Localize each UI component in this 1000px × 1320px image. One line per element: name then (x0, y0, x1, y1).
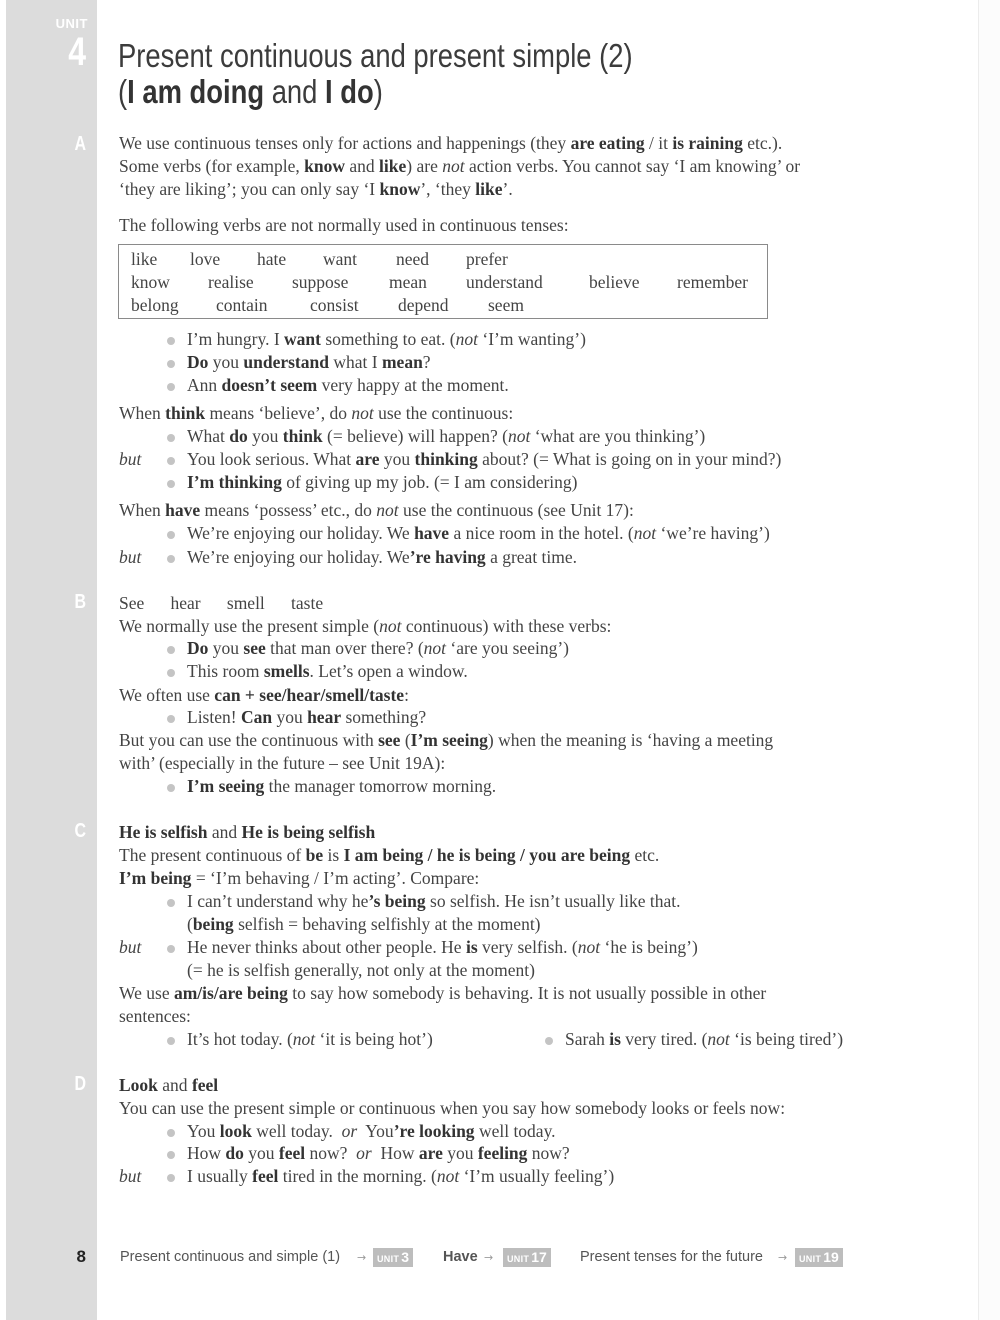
verb-word: need (396, 249, 430, 269)
text-segment: We use (119, 983, 174, 1003)
text-segment: But you can use the continuous with (119, 730, 379, 750)
italic-text: not (436, 1166, 460, 1186)
arrow-right-icon: → (484, 1251, 494, 1264)
text-segment: We normally use the present simple ( (119, 616, 380, 636)
bullet-icon (167, 1129, 175, 1137)
text-segment: and (264, 73, 326, 110)
text-segment: ) when the meaning is ‘having a meeting (487, 730, 774, 750)
example-line (187, 959, 535, 981)
badge-unit-label: UNIT (377, 1254, 400, 1264)
bold-text: I am doing (127, 73, 265, 110)
text-segment: = ‘I’m behaving / I’m acting’. Compare: (191, 868, 480, 888)
verb-word: love (190, 249, 221, 269)
bold-text: Look (119, 1075, 158, 1095)
bullet-icon (167, 434, 175, 442)
text-segment: The following verbs are not normally used in continuous tenses: (119, 215, 569, 235)
bold-text: ’re having (409, 547, 486, 567)
section-c-line (119, 867, 479, 889)
bold-text: doesn’t seem (221, 375, 318, 395)
bold-text: mean (381, 352, 423, 372)
bold-text: I’m being (119, 868, 192, 888)
bold-text: is (609, 1029, 621, 1049)
text-segment: etc.). (742, 133, 783, 153)
example-line (187, 425, 705, 447)
bullet-icon (167, 383, 175, 391)
bold-text: feel (252, 1166, 279, 1186)
text-segment: very selfish. ( (477, 937, 578, 957)
section-a-para-line (119, 155, 800, 177)
italic-text: not (379, 616, 402, 636)
text-segment: ( (400, 730, 411, 750)
example-line (187, 328, 586, 350)
bullet-icon (167, 1174, 175, 1182)
text-segment: We use continuous tenses only for actions and happenings (they (119, 133, 571, 153)
text-segment: ‘it is being hot’) (315, 1029, 433, 1049)
text-segment: The present continuous of (119, 845, 306, 865)
bold-text: I’m seeing (410, 730, 488, 750)
bold-text: know (379, 179, 421, 199)
bold-text: see (243, 638, 266, 658)
section-c-line (119, 982, 766, 1004)
bold-text: understand (243, 352, 329, 372)
italic-text: not (633, 523, 657, 543)
page-right-margin (979, 0, 1000, 1320)
text-segment: something? (341, 707, 427, 727)
text-segment: the manager tomorrow morning. (264, 776, 497, 796)
bold-text: I’m thinking (187, 472, 282, 492)
bullet-icon (167, 1151, 175, 1159)
example-line (187, 374, 509, 396)
text-segment: you (243, 1143, 279, 1163)
text-segment: about? (= What is going on in your mind?) (477, 449, 782, 469)
text-segment: and (157, 1075, 192, 1095)
text-segment: and (207, 822, 242, 842)
text-segment: etc. (630, 845, 660, 865)
text-segment: well today. (474, 1121, 556, 1141)
text-segment: : (404, 685, 409, 705)
text-segment: is (323, 845, 344, 865)
text-segment: ‘I’m usually feeling’) (459, 1166, 615, 1186)
bullet-icon (167, 784, 175, 792)
verb-word: mean (389, 272, 427, 292)
example-line (187, 1028, 433, 1050)
section-b-line (119, 729, 773, 751)
bullet-icon (167, 555, 175, 563)
badge-unit-label: UNIT (799, 1254, 822, 1264)
text-segment: you (272, 707, 308, 727)
verb-word: want (323, 249, 358, 269)
text-segment: ( (118, 73, 128, 110)
section-a-para-line (119, 132, 782, 154)
text-segment: a nice room in the hotel. ( (449, 523, 634, 543)
italic-text: not (455, 329, 479, 349)
bullet-icon (167, 646, 175, 654)
text-segment: We’re enjoying our holiday. We (187, 547, 410, 567)
bold-text: feeling (477, 1143, 528, 1163)
text-segment: How (187, 1143, 226, 1163)
text-segment: ) are (406, 156, 443, 176)
badge-unit-label: UNIT (507, 1254, 530, 1264)
text-segment: continuous) with these verbs: (401, 616, 612, 636)
text-segment: You look serious. What (187, 449, 356, 469)
text-segment: sentences: (119, 1006, 191, 1026)
italic-text: or (356, 1143, 372, 1163)
text-segment: ) (373, 73, 383, 110)
example-line (187, 936, 698, 958)
example-line (187, 522, 770, 544)
bullet-icon (167, 480, 175, 488)
unit-number: 4 (68, 30, 86, 74)
footer-link-text[interactable]: Present tenses for the future (580, 1249, 763, 1265)
example-line (187, 546, 577, 568)
italic-text: not (507, 426, 531, 446)
text-segment: very tired. ( (620, 1029, 708, 1049)
bold-text: are eating (570, 133, 645, 153)
section-d-line (119, 1097, 785, 1119)
text-segment: This room (187, 661, 264, 681)
text-segment: ‘he is being’) (600, 937, 698, 957)
text-segment: What (187, 426, 230, 446)
text-segment: means ‘believe’, do (205, 403, 352, 423)
text-segment: How (371, 1143, 419, 1163)
unit-sidebar (6, 0, 97, 1320)
bold-text: like (379, 156, 407, 176)
think-intro (119, 402, 513, 424)
bullet-icon (167, 899, 175, 907)
text-segment: with’ (especially in the future – see Unit 19A): (119, 753, 446, 773)
but-label: but (119, 547, 142, 567)
text-segment: means ‘possess’ etc., do (200, 500, 377, 520)
text-segment: . Let’s open a window. (309, 661, 468, 681)
bold-text: ’s being (368, 891, 426, 911)
text-segment: (= believe) will happen? ( (322, 426, 508, 446)
bold-text: feel (191, 1075, 219, 1095)
bold-text: have (165, 500, 201, 520)
text-segment: use the continuous (see Unit 17): (398, 500, 634, 520)
unit-badge-link[interactable] (373, 1248, 413, 1267)
bold-text: are (355, 449, 380, 469)
bold-text: I am being / he is being / you are being (343, 845, 631, 865)
text-segment: It’s hot today. ( (187, 1029, 293, 1049)
verb-word: understand (466, 272, 543, 292)
bold-text: think (282, 426, 323, 446)
text-segment: tired in the morning. ( (278, 1166, 437, 1186)
example-line (187, 637, 569, 659)
italic-text: not (423, 638, 447, 658)
verb-word: belong (131, 295, 179, 315)
bold-text: can + see/hear/smell/taste (214, 685, 405, 705)
but-label: but (119, 449, 142, 469)
italic-text: not (577, 937, 601, 957)
badge-unit-number: 3 (401, 1249, 409, 1265)
bullet-icon (167, 531, 175, 539)
text-segment: ‘they are liking’; you can only say ‘I (119, 179, 380, 199)
footer-link-text[interactable]: Have (443, 1249, 478, 1265)
text-segment: ‘are you seeing’) (446, 638, 569, 658)
bullet-icon (167, 1037, 175, 1045)
bold-text: He is selfish (119, 822, 208, 842)
italic-text: not (376, 500, 399, 520)
have-intro (119, 499, 634, 521)
italic-text: not (707, 1029, 730, 1049)
bold-text: do (225, 1143, 244, 1163)
bold-text: is (465, 937, 478, 957)
text-segment: ’, ‘they (420, 179, 476, 199)
text-segment: now? (527, 1143, 570, 1163)
bold-text: like (475, 179, 503, 199)
example-line (187, 1165, 614, 1187)
text-segment: well today. (251, 1121, 342, 1141)
section-letter-c: C (74, 820, 86, 842)
section-letter-d: D (74, 1073, 86, 1095)
italic-text: not (442, 156, 465, 176)
example-line (187, 706, 426, 728)
bold-text: feel (278, 1143, 306, 1163)
page-number: 8 (76, 1247, 86, 1266)
verb-word: prefer (466, 249, 508, 269)
bold-text: smells (263, 661, 310, 681)
text-segment: (= he is selfish generally, not only at the moment) (187, 960, 535, 980)
italic-text: not (351, 403, 374, 423)
page-edge-line (978, 0, 979, 1320)
text-segment: a great time. (485, 547, 578, 567)
bold-text: is raining (672, 133, 743, 153)
verb-word: suppose (292, 272, 349, 292)
bold-text: being (192, 914, 234, 934)
bullet-icon (167, 945, 175, 953)
text-segment: He never thinks about other people. He (187, 937, 466, 957)
text-segment: You can use the present simple or continuous when you say how somebody looks or feels now: (119, 1098, 786, 1118)
section-letter-b: B (74, 591, 86, 613)
verb-word: remember (677, 272, 748, 292)
text-segment: ( (187, 914, 193, 934)
page-title-line1: Present continuous and present simple (2) (118, 37, 633, 74)
arrow-right-icon: → (357, 1251, 367, 1264)
unit-badge-link[interactable] (503, 1248, 551, 1267)
bold-text: He is being selfish (241, 822, 376, 842)
section-c-line (119, 1005, 191, 1027)
text-segment: ‘is being tired’) (729, 1029, 844, 1049)
bold-text: think (165, 403, 206, 423)
bullet-icon (167, 337, 175, 345)
verb-word: hate (257, 249, 287, 269)
text-segment: now? (305, 1143, 357, 1163)
verb-word: believe (589, 272, 640, 292)
example-line (187, 351, 431, 373)
text-segment: We often use (119, 685, 215, 705)
page-title-line2 (118, 74, 383, 110)
bold-text: ’re looking (393, 1121, 475, 1141)
example-line (187, 913, 541, 935)
example-line (187, 890, 681, 912)
example-line (187, 1120, 556, 1142)
text-segment: very happy at the moment. (317, 375, 509, 395)
bullet-icon (167, 669, 175, 677)
section-b-line (119, 752, 445, 774)
section-d-heading (119, 1074, 218, 1096)
bold-text: be (305, 845, 324, 865)
italic-text: not (292, 1029, 316, 1049)
bold-text: are (418, 1143, 443, 1163)
text-segment: You (187, 1121, 220, 1141)
text-segment: Ann (187, 375, 222, 395)
example-line (187, 448, 781, 470)
verb-word: consist (310, 295, 359, 315)
text-segment: and (345, 156, 380, 176)
bold-text: do (229, 426, 248, 446)
text-segment: / it (644, 133, 673, 153)
text-segment: what I (328, 352, 382, 372)
section-b-line (119, 615, 611, 637)
text-segment: When (119, 500, 166, 520)
text-segment: selfish = behaving selfishly at the moment) (233, 914, 541, 934)
text-segment: I can’t understand why he (187, 891, 369, 911)
text-segment: Some verbs (for example, (119, 156, 305, 176)
unit-label: UNIT (55, 16, 88, 31)
verb-word: contain (216, 295, 268, 315)
bullet-icon (545, 1037, 553, 1045)
text-segment: you (208, 352, 244, 372)
bold-text: am/is/are being (173, 983, 288, 1003)
bullet-icon (167, 715, 175, 723)
section-b-heading (119, 592, 323, 614)
arrow-right-icon: → (778, 1251, 788, 1264)
section-a-para-line (119, 178, 513, 200)
bold-text: hear (307, 707, 342, 727)
verb-word: realise (208, 272, 254, 292)
text-segment: We’re enjoying our holiday. We (187, 523, 415, 543)
bold-text: want (284, 329, 321, 349)
verb-word: like (131, 249, 158, 269)
italic-text: or (341, 1121, 358, 1141)
text-segment: ‘I’m wanting’) (478, 329, 586, 349)
bold-text: thinking (414, 449, 478, 469)
verb-word: depend (398, 295, 449, 315)
example-line (187, 660, 468, 682)
bold-text: Can (240, 707, 273, 727)
text-segment: I usually (187, 1166, 253, 1186)
bold-text: have (414, 523, 450, 543)
text-segment: When (119, 403, 166, 423)
bold-text: know (304, 156, 346, 176)
text-segment: to say how somebody is behaving. It is not usually possible in other (287, 983, 767, 1003)
section-b-line (119, 684, 409, 706)
text-segment: that man over there? ( (265, 638, 424, 658)
example-line (187, 471, 577, 493)
text-segment: you (208, 638, 244, 658)
text-segment: Sarah (565, 1029, 610, 1049)
verb-word: know (131, 272, 170, 292)
badge-unit-number: 19 (823, 1249, 839, 1265)
text-segment: I’m hungry. I (187, 329, 285, 349)
bold-text: I do (325, 73, 374, 110)
text-segment: you (379, 449, 415, 469)
text-segment: You (357, 1121, 394, 1141)
text-segment: ‘we’re having’) (656, 523, 770, 543)
text-segment: use the continuous: (373, 403, 514, 423)
footer-link-text[interactable]: Present continuous and simple (1) (120, 1249, 341, 1265)
section-c-heading (119, 821, 375, 843)
text-segment: so selfish. He isn’t usually like that. (425, 891, 681, 911)
example-line (187, 775, 496, 797)
bold-text: Do (187, 638, 209, 658)
text-segment: something to eat. ( (321, 329, 456, 349)
bold-text: I’m seeing (187, 776, 265, 796)
bold-text: see (378, 730, 401, 750)
but-label: but (119, 1166, 142, 1186)
but-label: but (119, 937, 142, 957)
bold-text: look (219, 1121, 252, 1141)
text-segment: action verbs. You cannot say ‘I am knowing’ or (464, 156, 801, 176)
section-c-line (119, 844, 659, 866)
text-segment: ‘what are you thinking’) (530, 426, 706, 446)
section-letter-a: A (74, 133, 86, 155)
text-segment: of giving up my job. (= I am considering) (281, 472, 578, 492)
section-a-para-line (119, 214, 569, 236)
text-segment: See hear smell taste (119, 593, 324, 613)
text-segment: Listen! (187, 707, 241, 727)
text-segment: you (247, 426, 283, 446)
text-segment: ? (422, 352, 431, 372)
bullet-icon (167, 457, 175, 465)
verb-word: seem (488, 295, 524, 315)
example-line (187, 1142, 570, 1164)
text-segment: ’. (502, 179, 513, 199)
text-segment: you (442, 1143, 478, 1163)
unit-badge-link[interactable] (795, 1248, 843, 1267)
bullet-icon (167, 360, 175, 368)
badge-unit-number: 17 (531, 1249, 547, 1265)
example-line (565, 1028, 843, 1050)
bold-text: Do (187, 352, 209, 372)
